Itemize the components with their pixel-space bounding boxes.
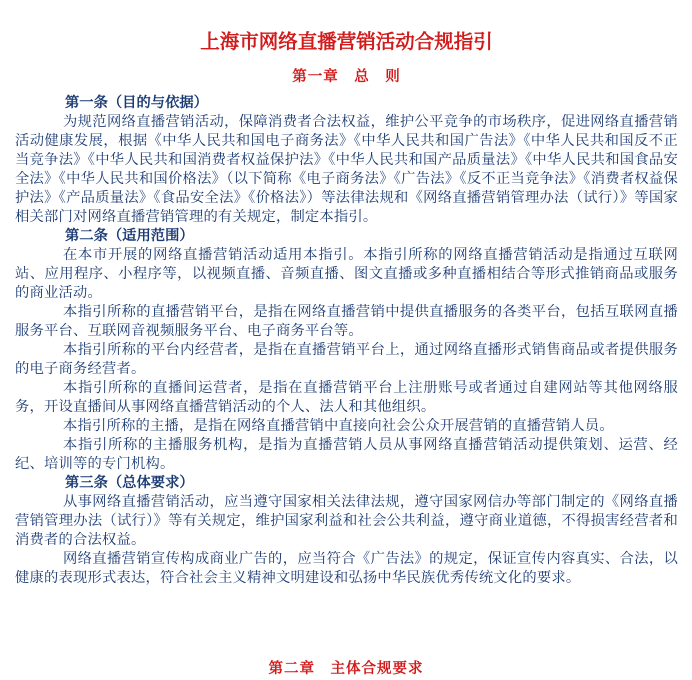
paragraph: 本指引所称的直播间运营者，是指在直播营销平台上注册账号或者通过自建网站等其他网络服务，开设直播间从事网络直播营销活动的个人、法人和其他组织。 xyxy=(15,380,678,415)
paragraph: 本指引所称的直播营销平台，是指在网络直播营销中提供直播服务的各类平台，包括互联网直播服务平台、互联网音视频服务平台、电子商务平台等。 xyxy=(15,304,678,339)
chapter-heading: 第一章 总 则 xyxy=(292,69,401,85)
paragraph: 本指引所称的主播服务机构，是指为直播营销人员从事网络直播营销活动提供策划、运营、经纪、培训等的专门机构。 xyxy=(15,437,678,472)
paragraph: 本指引所称的平台内经营者，是指在直播营销平台上，通过网络直播形式销售商品或者提供服务的电子商务经营者。 xyxy=(15,342,678,377)
paragraph: 网络直播营销宣传构成商业广告的，应当符合《广告法》的规定，保证宣传内容真实、合法，以健康的表现形式表达，符合社会主义精神文明建设和弘扬中华民族优秀传统文化的要求。 xyxy=(15,551,678,586)
article-heading: 第三条（总体要求） xyxy=(65,475,194,491)
document-title: 上海市网络直播营销活动合规指引 xyxy=(200,30,493,53)
article-2 xyxy=(15,227,678,474)
paragraph: 从事网络直播营销活动，应当遵守国家相关法律法规，遵守国家网信办等部门制定的《网络直播营销管理办法（试行）》等有关规定，维护国家利益和社会公共利益，遵守商业道德，不得损害经营者和消费者的合法权益。 xyxy=(15,494,678,548)
article-heading: 第二条（适用范围） xyxy=(65,228,194,244)
article-3 xyxy=(15,474,678,588)
paragraph: 在本市开展的网络直播营销活动适用本指引。本指引所称的网络直播营销活动是指通过互联网站、应用程序、小程序等，以视频直播、音频直播、图文直播或多种直播相结合等形式推销商品或服务的商业活动。 xyxy=(15,247,678,301)
article-heading: 第一条（目的与依据） xyxy=(65,95,208,111)
article-1 xyxy=(15,94,678,227)
paragraph: 本指引所称的主播，是指在网络直播营销中直接向社会公众开展营销的直播营销人员。 xyxy=(63,418,614,434)
chapter-heading-next: 第二章 主体合规要求 xyxy=(268,661,424,677)
paragraph: 为规范网络直播营销活动，保障消费者合法权益，维护公平竞争的市场秩序，促进网络直播营销活动健康发展，根据《中华人民共和国电子商务法》《中华人民共和国广告法》《中华人民共和国反不正当竞争法》《中华人民共和国消费者权益保护法》《中华人民共和国产品质量法》《中华人民共和国食品安全法》《中华人民共和国价格法》（以下简称《电子商务法》《广告法》《反不正当竞争法》《消费者权益保护法》《产品质量法》《食品安全法》《价格法》）等法律法规和《网络直播营销管理办法（试行）》等国家相关部门对网络直播营销管理的有关规定，制定本指引。 xyxy=(15,114,678,225)
